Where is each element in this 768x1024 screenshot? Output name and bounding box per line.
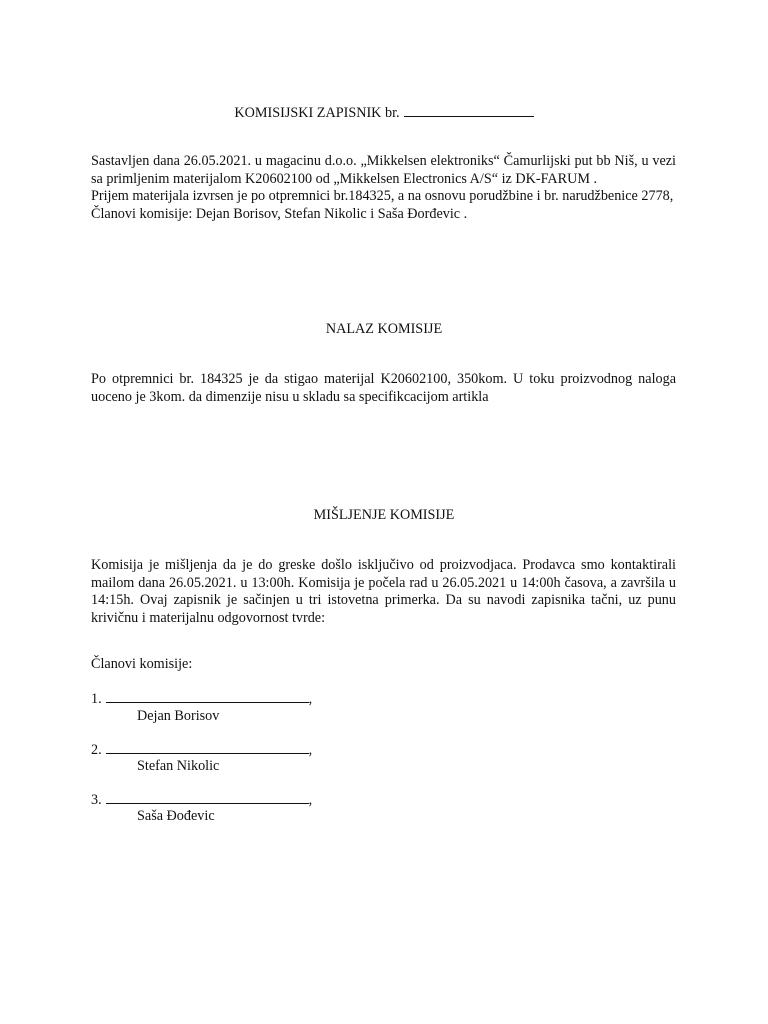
intro-section [91,153,676,223]
signature-number: 1. [91,691,102,707]
intro-paragraph-2: Prijem materijala izvrsen je po otpremnici br.184325, a na osnovu porudžbine i br. narudžbenice 2778, [91,188,674,204]
signature-suffix: , [308,691,313,707]
opinion-section [91,557,676,627]
title-text: KOMISIJSKI ZAPISNIK br. [234,105,400,121]
signature-line-3 [91,791,312,810]
signature-number: 2. [91,742,102,758]
signature-blank [106,791,309,804]
finding-heading: NALAZ KOMISIJE [325,321,443,337]
intro-paragraph-1: Sastavljen dana 26.05.2021. u magacinu d.o.o. „Mikkelsen elektroniks“ Čamurlijski put bb Niš, u vezi sa primljenim materijalom K20602100 od „Mikkelsen Electronics A/S“ iz DK-FARUM . [91,153,676,187]
signature-suffix: , [308,742,313,758]
opinion-text: Komisija je mišljenja da je do greske došlo isključivo od proizvodjaca. Prodavca smo kontaktirali mailom dana 26.05.2021. u 13:00h. Komisija je počela rad u 26.05.2021 u 14:00h časova, a završila u 14:15h. Ovaj zapisnik je sačinjen u tri istovetna primerka. Da su navodi zapisnika tačni, uz punu krivičnu i materijalnu odgovornost tvrde: [91,557,676,626]
signature-name-3: Saša Đođevic [137,808,215,824]
signature-blank [106,690,309,703]
members-label: Članovi komisije: [91,656,193,672]
finding-section [91,371,676,406]
finding-text: Po otpremnici br. 184325 je da stigao materijal K20602100, 350kom. U toku proizvodnog naloga uoceno je 3kom. da dimenzije nisu u skladu sa specifikcacijom artikla [91,371,676,405]
opinion-heading: MIŠLJENJE KOMISIJE [313,507,455,523]
intro-paragraph-3: Članovi komisije: Dejan Borisov, Stefan Nikolic i Saša Đorđevic . [91,205,468,222]
signature-line-2 [91,741,312,760]
signature-name-1: Dejan Borisov [137,708,220,724]
signature-name-2: Stefan Nikolic [137,758,220,774]
signature-blank [106,741,309,754]
signature-number: 3. [91,792,102,808]
record-number-blank [404,104,534,117]
signature-suffix: , [308,792,313,808]
signature-line-1 [91,690,312,709]
document-title [0,104,768,122]
